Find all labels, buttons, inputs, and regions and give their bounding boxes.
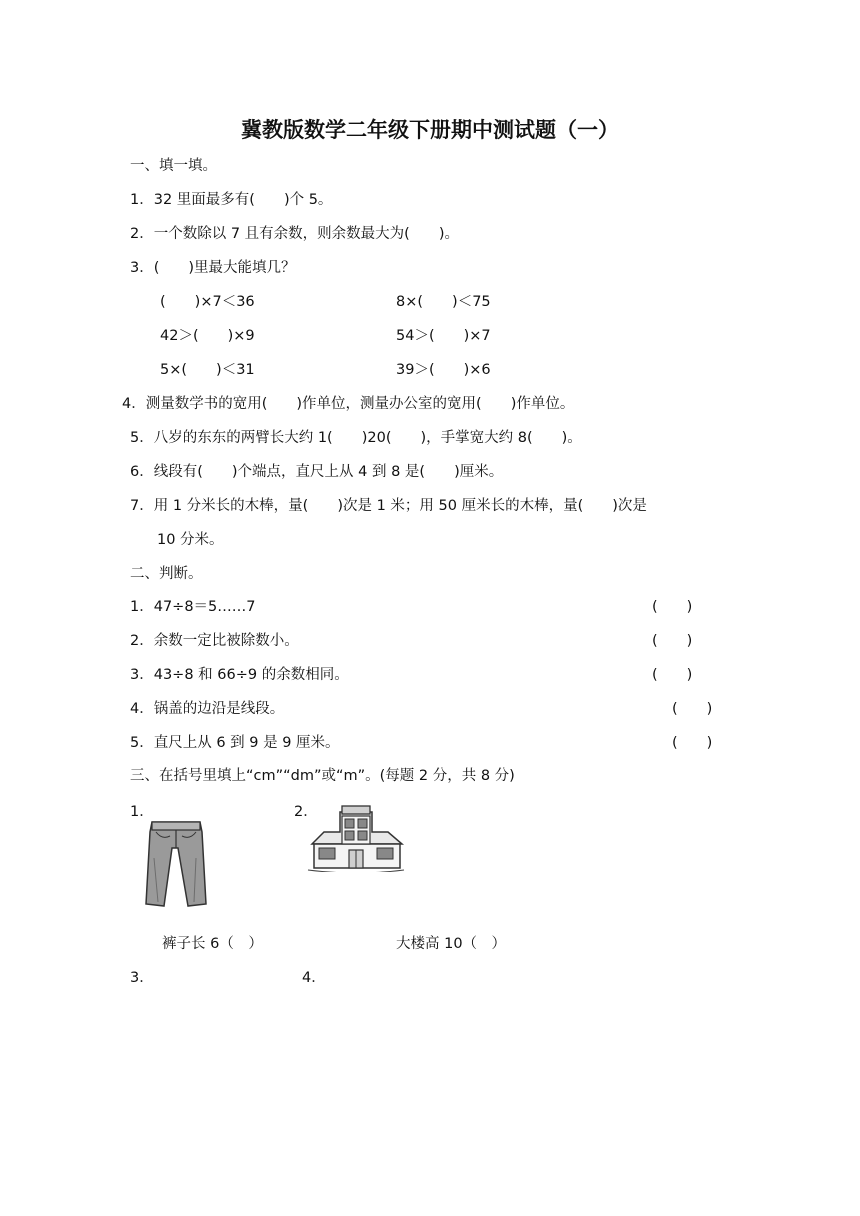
question-1-6: 6．线段有( )个端点，直尺上从 4 到 8 是( )厘米。 (130, 464, 504, 480)
judge-bracket-1: ( ) (652, 599, 693, 615)
q3-item: 39＞( )×6 (396, 362, 491, 378)
question-1-1: 1．32 里面最多有( )个 5。 (130, 192, 333, 208)
section3-heading: 三、在括号里填上“cm”“dm”或“m”。(每题 2 分，共 8 分) (130, 768, 515, 784)
question-1-2: 2．一个数除以 7 且有余数，则余数最大为( )。 (130, 226, 459, 242)
building-illustration (306, 804, 406, 872)
judge-item-4: 4．锅盖的边沿是线段。 (130, 701, 285, 717)
judge-bracket-2: ( ) (652, 633, 693, 649)
section2-heading: 二、判断。 (130, 566, 203, 582)
question-1-7-cont: 10 分米。 (157, 532, 224, 548)
section3-number-2: 2． (294, 804, 318, 820)
judge-item-5: 5．直尺上从 6 到 9 是 9 厘米。 (130, 735, 340, 751)
q3-item: 54＞( )×7 (396, 328, 491, 344)
judge-bracket-3: ( ) (652, 667, 693, 683)
question-1-5: 5．八岁的东东的两臂长大约 1( )20( )，手掌宽大约 8( )。 (130, 430, 582, 446)
judge-item-2: 2．余数一定比被除数小。 (130, 633, 299, 649)
question-1-3: 3．( )里最大能填几？ (130, 260, 296, 276)
caption-building: 大楼高 10（ ） (396, 936, 507, 952)
section3-number-3: 3． (130, 970, 154, 986)
judge-bracket-4: ( ) (672, 701, 713, 717)
page-title: 冀教版数学二年级下册期中测试题（一） (241, 118, 619, 142)
judge-bracket-5: ( ) (672, 735, 713, 751)
judge-item-1: 1．47÷8＝5……7 (130, 599, 256, 615)
q3-item: ( )×7＜36 (160, 294, 255, 310)
section3-number-4: 4． (302, 970, 326, 986)
q3-item: 8×( )＜75 (396, 294, 491, 310)
q3-item: 42＞( )×9 (160, 328, 255, 344)
question-1-7: 7．用 1 分米长的木棒，量( )次是 1 米；用 50 厘米长的木棒，量( )次是 (130, 498, 647, 514)
question-1-4: 4．测量数学书的宽用( )作单位，测量办公室的宽用( )作单位。 (122, 396, 575, 412)
section3-number-1: 1． (130, 804, 154, 820)
q3-item: 5×( )＜31 (160, 362, 255, 378)
judge-item-3: 3．43÷8 和 66÷9 的余数相同。 (130, 667, 349, 683)
pants-illustration (140, 818, 210, 910)
caption-pants: 裤子长 6（ ） (162, 936, 263, 952)
section1-heading: 一、填一填。 (130, 158, 217, 174)
